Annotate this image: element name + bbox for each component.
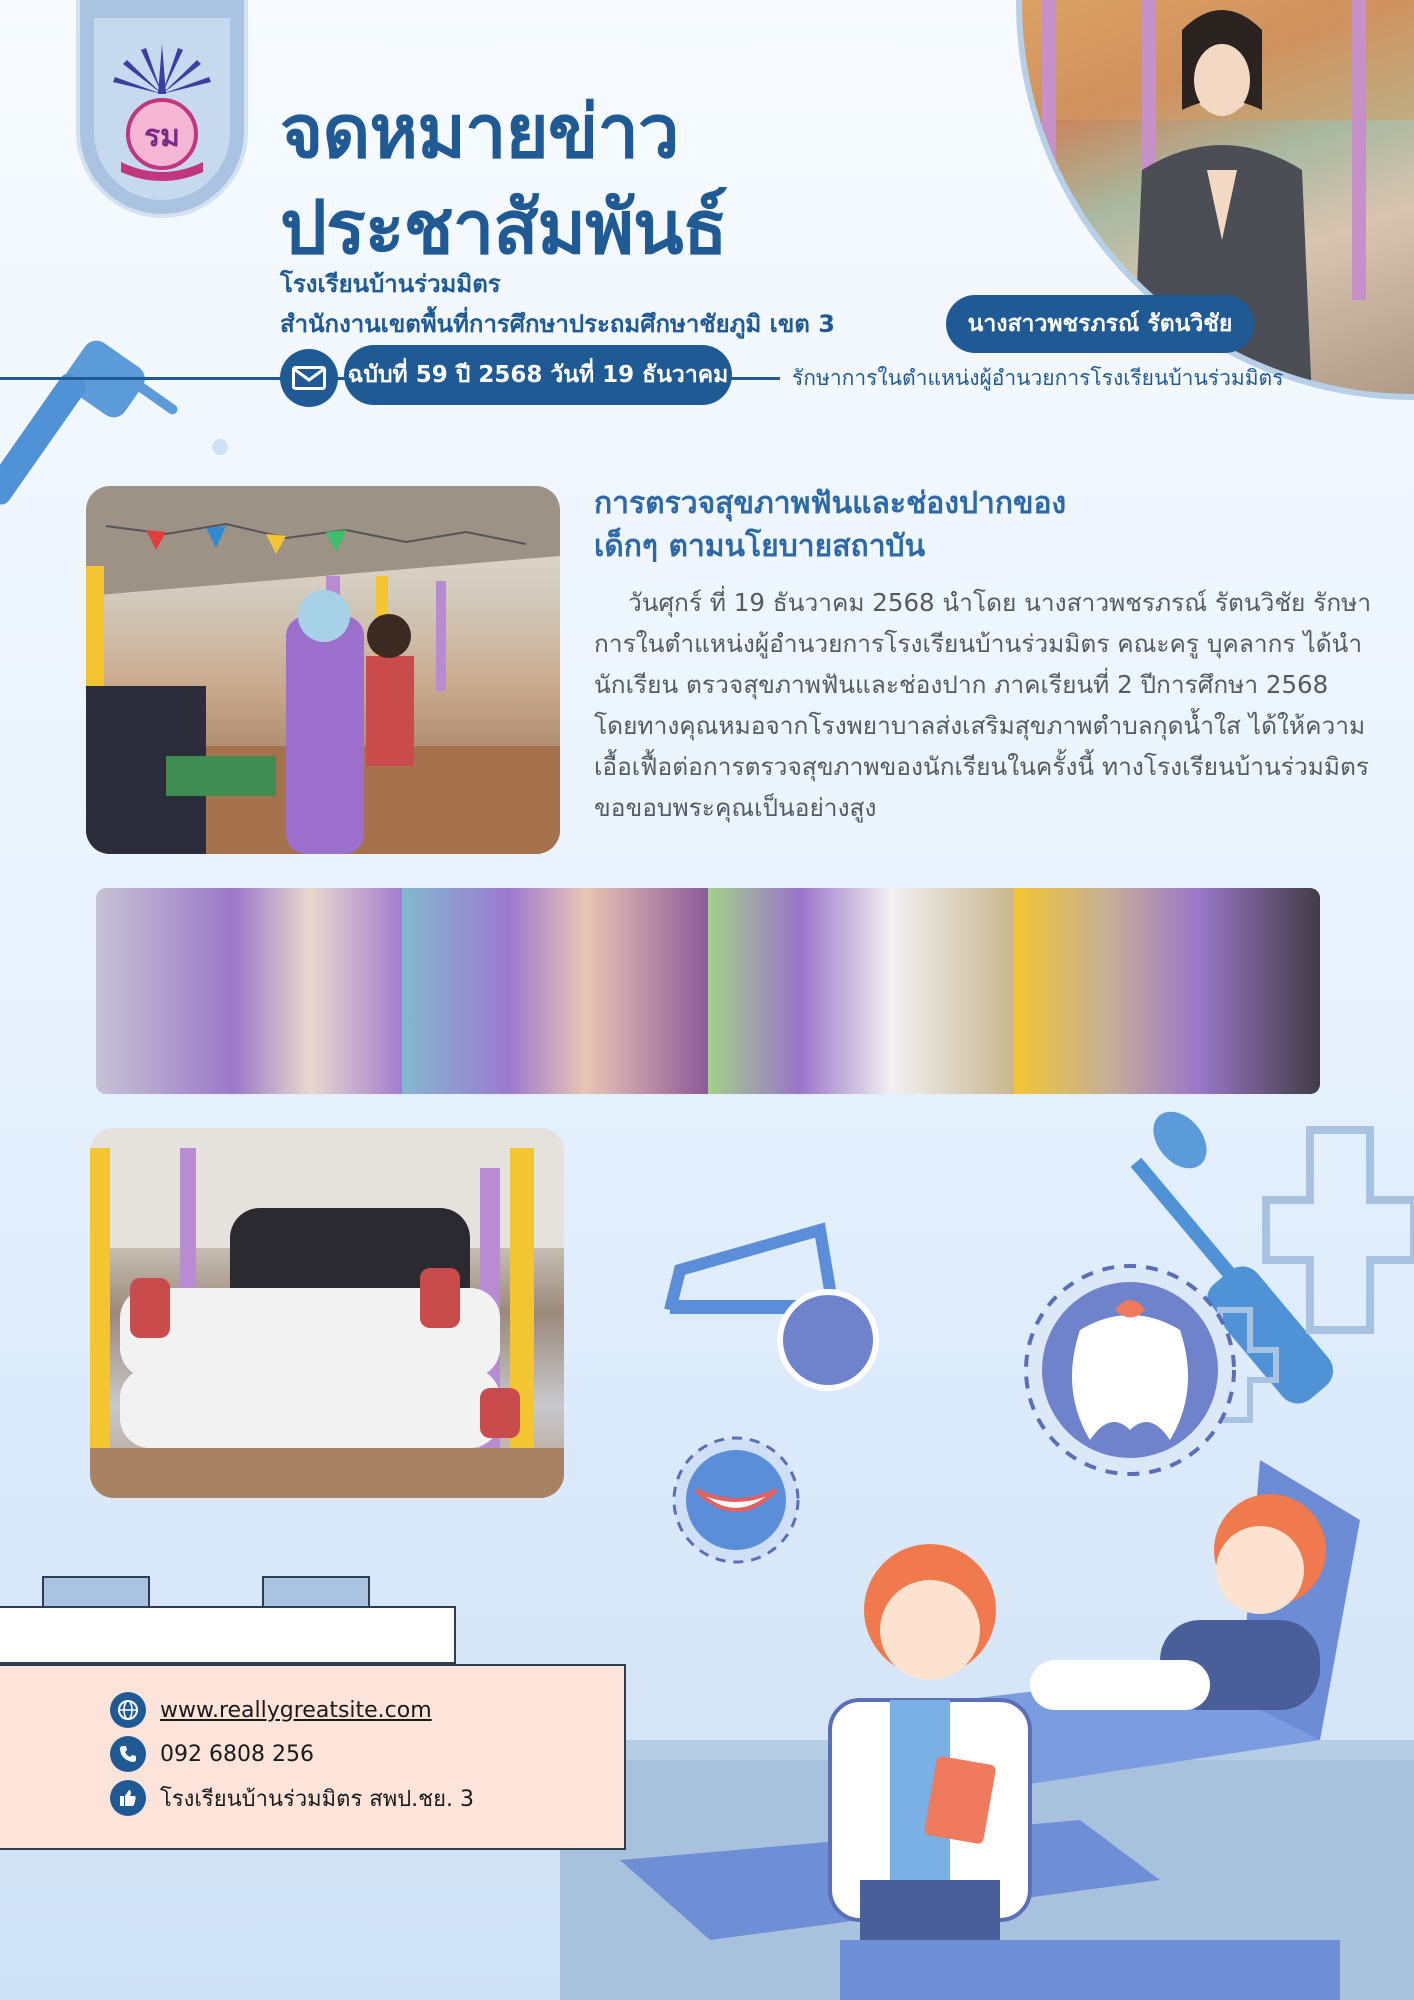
facebook-page-name: โรงเรียนบ้านร่วมมิตร สพป.ชย. 3 <box>160 1786 474 1812</box>
contact-website-row <box>110 1692 432 1728</box>
strip-photo-3 <box>708 888 1014 1094</box>
article-heading-line2: เด็กๆ ตามนโยบายสถาบัน <box>594 529 926 564</box>
director-position: รักษาการในตำแหน่งผู้อำนวยการโรงเรียนบ้านร่วมมิตร <box>792 366 1284 390</box>
education-office-name: สำนักงานเขตพื้นที่การศึกษาประถมศึกษาชัยภูมิ เขต 3 <box>280 310 835 338</box>
desk-item-1 <box>42 1576 150 1608</box>
strip-photo-4 <box>1014 888 1320 1094</box>
dental-clinic-illustration <box>560 1100 1414 2000</box>
strip-photo-1 <box>96 888 402 1094</box>
website-link[interactable]: www.reallygreatsite.com <box>160 1697 432 1723</box>
article-heading <box>594 482 1374 568</box>
school-logo <box>94 18 230 200</box>
issue-badge: ฉบับที่ 59 ปี 2568 วันที่ 19 ธันวาคม <box>344 345 732 405</box>
contact-page-row <box>110 1780 474 1816</box>
desk-illustration <box>0 1606 456 1664</box>
globe-icon <box>110 1692 146 1728</box>
svg-text:รม: รม <box>144 119 180 154</box>
newsletter-title-line1: จดหมายข่าว <box>280 89 679 175</box>
dental-checkup-photo <box>86 486 560 854</box>
group-photo <box>90 1128 564 1498</box>
school-name: โรงเรียนบ้านร่วมมิตร <box>280 270 501 298</box>
phone-icon <box>110 1736 146 1772</box>
contact-phone-row <box>110 1736 314 1772</box>
director-name-badge: นางสาวพชรภรณ์ รัตนวิชัย <box>946 295 1254 353</box>
strip-photo-2 <box>402 888 708 1094</box>
phone-number: 092 6808 256 <box>160 1741 314 1767</box>
photo-strip <box>96 888 1320 1094</box>
newsletter-title-line2: ประชาสัมพันธ์ <box>280 185 727 271</box>
desk-item-2 <box>262 1576 370 1608</box>
article-heading-line1: การตรวจสุขภาพฟันและช่องปากของ <box>594 486 1067 521</box>
mail-icon <box>280 349 338 407</box>
article-body: วันศุกร์ ที่ 19 ธันวาคม 2568 นำโดย นางสาวพชรภรณ์ รัตนวิชัย รักษาการในตำแหน่งผู้อำนวยการโรงเรียนบ้านร่วมมิตร คณะครู บุคลากร ได้นำนักเรียน ตรวจสุขภาพฟันและช่องปาก ภาคเรียนที่ 2 ปีการศึกษา 2568 โดยทางคุณหมอจากโรงพยาบาลส่งเสริมสุขภาพตำบลกุดน้ำใส ได้ให้ความเอื้อเฟื้อต่อการตรวจสุขภาพของนักเรียนในครั้งนี้ ทางโรงเรียนบ้านร่วมมิตร ขอขอบพระคุณเป็นอย่างสูง <box>594 588 1372 822</box>
thumbs-up-icon <box>110 1780 146 1816</box>
